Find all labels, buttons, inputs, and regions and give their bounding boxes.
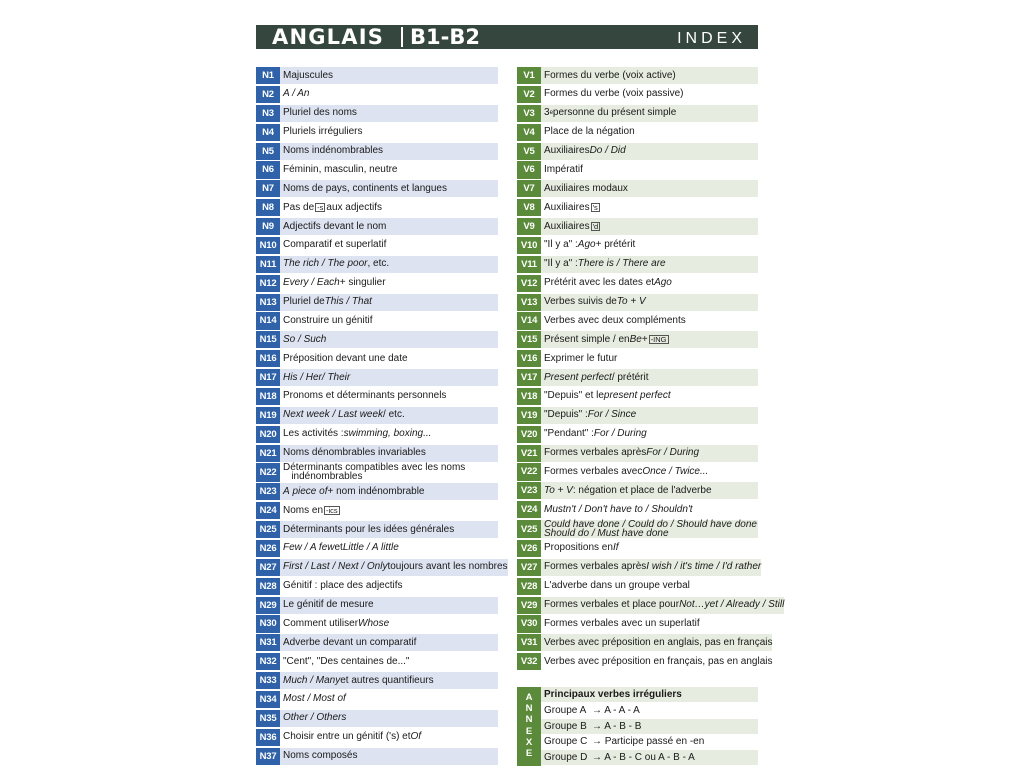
noun-index-entry (256, 237, 498, 254)
noun-entry-code: N26 (256, 540, 280, 557)
noun-index-column (256, 67, 508, 766)
noun-index-entry (256, 105, 498, 122)
noun-entry-label: Noms de pays, continents et langues (280, 180, 498, 197)
verb-index-entry (517, 407, 758, 424)
noun-entry-label: Pronoms et déterminants personnels (280, 388, 498, 405)
verb-index-entry (517, 520, 758, 538)
verb-entry-code: V5 (517, 143, 541, 160)
noun-index-entry (256, 124, 498, 141)
noun-entry-code: N15 (256, 331, 280, 348)
verb-entry-label: Verbes suivis de To + V (541, 294, 758, 311)
verb-index-entry (517, 388, 758, 405)
verb-index-entry (517, 578, 758, 595)
noun-index-entry (256, 483, 498, 500)
verb-entry-code: V23 (517, 482, 541, 499)
noun-entry-code: N6 (256, 161, 280, 178)
verb-entry-label: Formes du verbe (voix active) (541, 67, 758, 84)
verb-entry-label: Prétérit avec les dates et Ago (541, 275, 758, 292)
verb-entry-label: "Pendant" : For / During (541, 426, 758, 443)
verb-index-entry (517, 463, 758, 480)
noun-index-entry (256, 634, 498, 651)
noun-entry-code: N2 (256, 86, 280, 103)
verb-entry-code: V12 (517, 275, 541, 292)
verb-entry-code: V27 (517, 559, 541, 576)
noun-entry-code: N36 (256, 729, 280, 746)
noun-entry-code: N18 (256, 388, 280, 405)
verb-index-entry (517, 559, 762, 576)
noun-index-entry (256, 407, 498, 424)
noun-entry-code: N33 (256, 672, 280, 689)
annexe-group-row (541, 719, 758, 734)
verb-entry-code: V28 (517, 578, 541, 595)
annexe-tab-letter: E (525, 748, 533, 760)
page-title: ANGLAIS (272, 25, 385, 49)
verb-index-entry (517, 445, 758, 462)
noun-index-entry (256, 615, 498, 632)
noun-index-entry (256, 521, 498, 538)
verb-entry-code: V15 (517, 331, 541, 348)
annexe-group-name: Groupe C (544, 736, 588, 748)
noun-index-entry (256, 143, 498, 160)
verb-entry-code: V7 (517, 180, 541, 197)
verb-index-entry (517, 294, 758, 311)
verb-entry-code: V14 (517, 312, 541, 329)
annexe-tab-letter: N (525, 714, 533, 726)
noun-entry-code: N37 (256, 748, 280, 765)
verb-index-entry (517, 501, 758, 518)
noun-entry-label: Construire un génitif (280, 312, 498, 329)
noun-index-entry (256, 312, 498, 329)
verb-entry-code: V20 (517, 426, 541, 443)
noun-index-entry (256, 559, 508, 576)
noun-entry-label: Pluriel des noms (280, 105, 498, 122)
verb-entry-code: V6 (517, 161, 541, 178)
verb-entry-code: V25 (517, 520, 541, 538)
noun-entry-code: N29 (256, 597, 280, 614)
title-separator (401, 27, 403, 47)
verb-entry-code: V30 (517, 615, 541, 632)
noun-index-entry (256, 369, 498, 386)
verb-entry-code: V1 (517, 67, 541, 84)
verb-index-entry (517, 161, 758, 178)
verb-entry-code: V29 (517, 597, 541, 614)
noun-entry-label: Pluriel de This / That (280, 294, 498, 311)
level-label: B1-B2 (410, 25, 480, 49)
noun-entry-label: Next week / Last week / etc. (280, 407, 498, 424)
noun-index-entry (256, 653, 498, 670)
verb-entry-label: Propositions en If (541, 540, 758, 557)
verb-entry-label: Exprimer le futur (541, 350, 758, 367)
noun-index-entry (256, 578, 498, 595)
annexe-tab-letter: A (525, 692, 533, 703)
noun-entry-label: Pas de -s aux adjectifs (280, 199, 498, 216)
noun-entry-label: Noms dénombrables invariables (280, 445, 498, 462)
verb-entry-code: V19 (517, 407, 541, 424)
verb-entry-label: Verbes avec préposition en français, pas en anglais (541, 653, 772, 670)
verb-index-entry (517, 350, 758, 367)
verb-entry-code: V13 (517, 294, 541, 311)
noun-entry-label: Génitif : place des adjectifs (280, 578, 498, 595)
verb-index-entry (517, 331, 758, 348)
noun-entry-code: N1 (256, 67, 280, 84)
noun-entry-code: N14 (256, 312, 280, 329)
noun-entry-label: Few / A few et Little / A little (280, 540, 498, 557)
verb-entry-label: Present perfect / prétérit (541, 369, 758, 386)
verb-entry-code: V18 (517, 388, 541, 405)
verb-entry-label: Verbes avec préposition en anglais, pas en français (541, 634, 772, 651)
annexe-tab (517, 687, 541, 766)
noun-entry-code: N16 (256, 350, 280, 367)
noun-index-entry (256, 597, 498, 614)
noun-index-entry (256, 275, 498, 292)
verb-index-entry (517, 615, 758, 632)
annexe-group-row (541, 750, 758, 765)
noun-entry-label: Comment utiliser Whose (280, 615, 498, 632)
noun-entry-label: Déterminants pour les idées générales (280, 521, 498, 538)
verb-entry-code: V2 (517, 86, 541, 103)
noun-index-entry (256, 748, 498, 765)
verb-entry-code: V8 (517, 199, 541, 216)
noun-entry-code: N27 (256, 559, 280, 576)
verb-entry-code: V11 (517, 256, 541, 273)
annexe-group-name: Groupe D (544, 752, 588, 764)
verb-index-entry (517, 275, 758, 292)
verb-entry-code: V17 (517, 369, 541, 386)
verb-entry-label: Place de la négation (541, 124, 758, 141)
noun-entry-label: The rich / The poor , etc. (280, 256, 498, 273)
noun-entry-code: N25 (256, 521, 280, 538)
noun-index-entry (256, 86, 498, 103)
noun-entry-label: Majuscules (280, 67, 498, 84)
noun-entry-label: Déterminants compatibles avec les noms indénombrables (280, 463, 498, 481)
noun-index-entry (256, 463, 498, 481)
noun-index-entry (256, 218, 498, 235)
verb-entry-code: V26 (517, 540, 541, 557)
annexe-section (517, 687, 758, 766)
noun-entry-code: N8 (256, 199, 280, 216)
verb-entry-label: "Depuis" et le present perfect (541, 388, 758, 405)
annexe-tab-letter: X (525, 736, 533, 748)
noun-entry-code: N31 (256, 634, 280, 651)
verb-entry-code: V21 (517, 445, 541, 462)
verb-entry-label: Présent simple / en Be + -ING (541, 331, 758, 348)
verb-entry-label: Impératif (541, 161, 758, 178)
noun-entry-label: Noms composés (280, 748, 498, 765)
annexe-title: Principaux verbes irréguliers (541, 687, 758, 702)
noun-entry-label: Les activités : swimming, boxing... (280, 426, 498, 443)
noun-entry-label: Other / Others (280, 710, 498, 727)
verb-entry-code: V22 (517, 463, 541, 480)
noun-entry-code: N22 (256, 463, 280, 481)
verb-entry-label: "Il y a" : There is / There are (541, 256, 758, 273)
verb-index-entry (517, 597, 785, 614)
noun-entry-label: Pluriels irréguliers (280, 124, 498, 141)
noun-index-entry (256, 502, 498, 519)
noun-entry-code: N9 (256, 218, 280, 235)
verb-entry-code: V16 (517, 350, 541, 367)
annexe-group-desc: → A - A - A (592, 704, 640, 716)
noun-entry-code: N4 (256, 124, 280, 141)
noun-entry-label: Le génitif de mesure (280, 597, 498, 614)
noun-entry-code: N5 (256, 143, 280, 160)
verb-entry-label: "Depuis" : For / Since (541, 407, 758, 424)
verb-index-entry (517, 218, 758, 235)
noun-index-entry (256, 710, 498, 727)
verb-index-entry (517, 124, 758, 141)
verb-index-column (517, 67, 785, 672)
index-header (256, 25, 758, 49)
verb-entry-label: Auxiliaires modaux (541, 180, 758, 197)
annexe-tab-letter: E (525, 725, 533, 737)
noun-index-entry (256, 388, 498, 405)
noun-entry-code: N34 (256, 691, 280, 708)
noun-entry-label: Adjectifs devant le nom (280, 218, 498, 235)
noun-index-entry (256, 199, 498, 216)
noun-entry-code: N19 (256, 407, 280, 424)
noun-entry-code: N17 (256, 369, 280, 386)
verb-entry-label: 3 e personne du présent simple (541, 105, 758, 122)
annexe-tab-letter: N (525, 703, 533, 715)
noun-entry-code: N20 (256, 426, 280, 443)
verb-entry-label: To + V : négation et place de l'adverbe (541, 482, 758, 499)
verb-index-entry (517, 653, 773, 670)
verb-entry-label: Formes verbales avec un superlatif (541, 615, 758, 632)
verb-index-entry (517, 256, 758, 273)
verb-entry-code: V4 (517, 124, 541, 141)
noun-entry-code: N35 (256, 710, 280, 727)
verb-entry-label: Formes verbales et place pour Not…yet / Already / Still (541, 597, 784, 614)
verb-entry-label: Auxiliaires Do / Did (541, 143, 758, 160)
annexe-group-row (541, 734, 758, 749)
noun-index-entry (256, 294, 498, 311)
noun-entry-code: N23 (256, 483, 280, 500)
verb-entry-label: Formes verbales avec Once / Twice... (541, 463, 758, 480)
verb-entry-label: "Il y a" : Ago + prétérit (541, 237, 758, 254)
verb-index-entry (517, 426, 758, 443)
noun-entry-label: Préposition devant une date (280, 350, 498, 367)
noun-entry-label: Every / Each + singulier (280, 275, 498, 292)
annexe-group-name: Groupe A (544, 704, 587, 716)
noun-entry-label: So / Such (280, 331, 498, 348)
verb-entry-label: Mustn't / Don't have to / Shouldn't (541, 501, 758, 518)
noun-entry-label: A piece of + nom indénombrable (280, 483, 498, 500)
noun-entry-code: N3 (256, 105, 280, 122)
verb-entry-label: Could have done / Could do / Should have done Should do / Must have done (541, 520, 758, 538)
noun-index-entry (256, 672, 498, 689)
noun-entry-label: Noms en -ics (280, 502, 498, 519)
noun-entry-label: Comparatif et superlatif (280, 237, 498, 254)
verb-entry-code: V10 (517, 237, 541, 254)
annexe-group-desc: → A - B - B (592, 720, 642, 732)
annexe-rows (541, 687, 758, 766)
verb-index-entry (517, 369, 758, 386)
verb-entry-label: Verbes avec deux compléments (541, 312, 758, 329)
verb-entry-code: V24 (517, 501, 541, 518)
noun-entry-code: N32 (256, 653, 280, 670)
noun-entry-label: Féminin, masculin, neutre (280, 161, 498, 178)
noun-index-entry (256, 331, 498, 348)
noun-entry-label: Adverbe devant un comparatif (280, 634, 498, 651)
verb-index-entry (517, 634, 773, 651)
verb-index-entry (517, 86, 758, 103)
annexe-group-desc: → A - B - C ou A - B - A (592, 752, 695, 764)
verb-index-entry (517, 237, 758, 254)
noun-index-entry (256, 350, 498, 367)
noun-entry-label: A / An (280, 86, 498, 103)
noun-entry-code: N30 (256, 615, 280, 632)
noun-entry-label: Choisir entre un génitif ('s) et Of (280, 729, 498, 746)
index-label: INDEX (677, 30, 746, 47)
noun-entry-code: N28 (256, 578, 280, 595)
verb-entry-code: V3 (517, 105, 541, 122)
verb-index-entry (517, 67, 758, 84)
noun-entry-code: N12 (256, 275, 280, 292)
annexe-group-row (541, 703, 758, 718)
noun-index-entry (256, 256, 498, 273)
verb-index-entry (517, 180, 758, 197)
verb-entry-label: Auxiliaires 'd (541, 218, 758, 235)
verb-index-entry (517, 482, 758, 499)
noun-index-entry (256, 691, 498, 708)
noun-entry-code: N11 (256, 256, 280, 273)
noun-entry-label: Much / Many et autres quantifieurs (280, 672, 498, 689)
noun-entry-label: "Cent", "Des centaines de..." (280, 653, 498, 670)
verb-entry-label: Formes verbales après I wish / it's time / I'd rather (541, 559, 761, 576)
verb-entry-code: V32 (517, 653, 541, 670)
noun-entry-label: First / Last / Next / Only toujours avant les nombres (280, 559, 508, 576)
noun-index-entry (256, 180, 498, 197)
noun-index-entry (256, 729, 498, 746)
verb-index-entry (517, 199, 758, 216)
verb-entry-label: Formes verbales après For / During (541, 445, 758, 462)
verb-entry-label: L'adverbe dans un groupe verbal (541, 578, 758, 595)
noun-index-entry (256, 445, 498, 462)
noun-entry-code: N21 (256, 445, 280, 462)
noun-index-entry (256, 426, 498, 443)
noun-entry-code: N7 (256, 180, 280, 197)
verb-entry-code: V31 (517, 634, 541, 651)
noun-entry-code: N24 (256, 502, 280, 519)
annexe-group-name: Groupe B (544, 720, 587, 732)
noun-entry-label: Most / Most of (280, 691, 498, 708)
verb-index-entry (517, 312, 758, 329)
noun-entry-code: N13 (256, 294, 280, 311)
noun-entry-label: Noms indénombrables (280, 143, 498, 160)
verb-index-entry (517, 540, 758, 557)
noun-index-entry (256, 161, 498, 178)
verb-entry-label: Auxiliaires 's (541, 199, 758, 216)
verb-entry-label: Formes du verbe (voix passive) (541, 86, 758, 103)
noun-index-entry (256, 540, 498, 557)
annexe-group-desc: → Participe passé en -en (592, 736, 705, 748)
verb-index-entry (517, 105, 758, 122)
noun-entry-code: N10 (256, 237, 280, 254)
noun-entry-label: His / Her/ Their (280, 369, 498, 386)
noun-index-entry (256, 67, 498, 84)
verb-entry-code: V9 (517, 218, 541, 235)
verb-index-entry (517, 143, 758, 160)
